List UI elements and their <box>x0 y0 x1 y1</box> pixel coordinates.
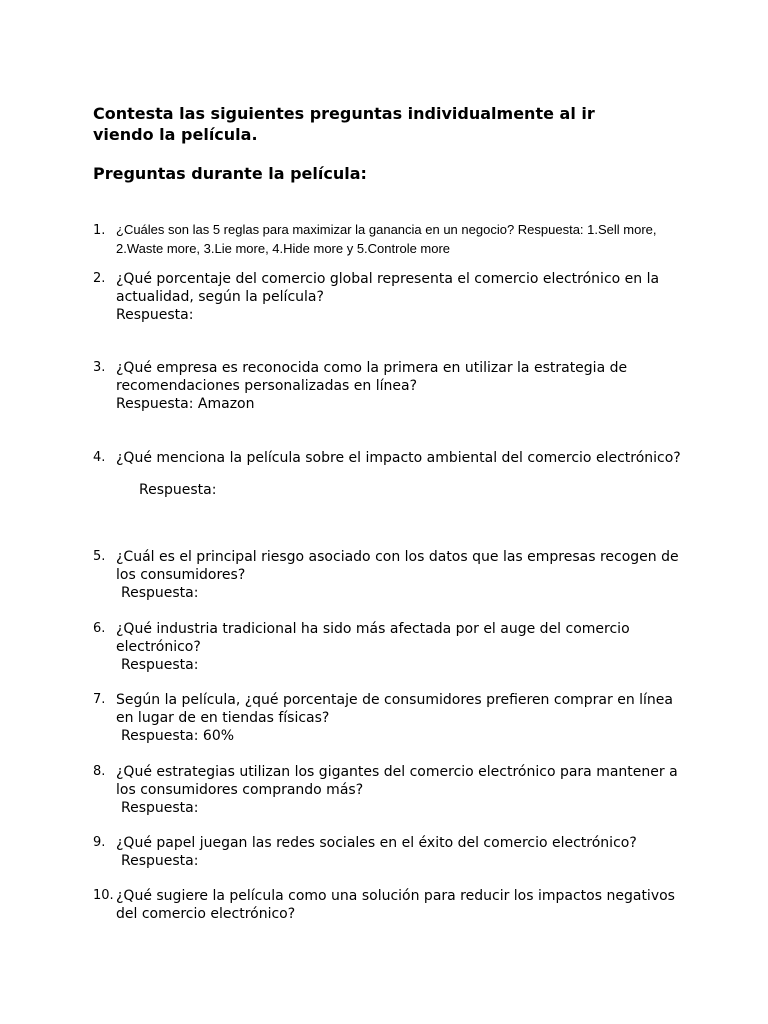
question-number: 7. <box>93 692 106 707</box>
question-text: ¿Qué papel juegan las redes sociales en el éxito del comercio electrónico? <box>116 835 637 851</box>
question-number: 3. <box>93 360 106 375</box>
answer-text: Respuesta: 60% <box>121 728 235 744</box>
question-text: ¿Qué estrategias utilizan los gigantes del comercio electrónico para mantener a los consumidores comprando más? <box>116 764 678 798</box>
question-text: ¿Cuál es el principal riesgo asociado con los datos que las empresas recogen de los consumidores? <box>116 549 679 583</box>
question-item-2 <box>93 270 683 324</box>
question-item-1 <box>93 220 683 258</box>
question-text: ¿Qué industria tradicional ha sido más afectada por el auge del comercio electrónico? <box>116 621 630 655</box>
question-item-3 <box>93 359 683 413</box>
question-item-8 <box>93 763 683 817</box>
answer-text: Respuesta: <box>121 800 199 816</box>
question-number: 5. <box>93 549 106 564</box>
question-text: ¿Cuáles son las 5 reglas para maximizar la ganancia en un negocio? Respuesta: 1.Sell more, 2.Waste more, 3.Lie more, 4.Hide more y 5.Controle more <box>116 222 657 256</box>
question-item-4 <box>93 449 683 499</box>
question-text: ¿Qué sugiere la película como una solución para reducir los impactos negativos del comercio electrónico? <box>116 888 675 922</box>
question-item-10 <box>93 887 683 923</box>
question-number: 4. <box>93 450 106 465</box>
question-number: 6. <box>93 621 106 636</box>
question-item-7 <box>93 691 683 745</box>
answer-text: Respuesta: Amazon <box>116 396 255 412</box>
question-text: ¿Qué empresa es reconocida como la primera en utilizar la estrategia de recomendaciones personalizadas en línea? <box>116 360 628 394</box>
question-item-9 <box>93 834 683 870</box>
question-number: 2. <box>93 271 106 286</box>
question-text: ¿Qué porcentaje del comercio global representa el comercio electrónico en la actualidad, según la película? <box>116 271 660 305</box>
question-item-6 <box>93 620 683 674</box>
answer-text: Respuesta: <box>121 585 199 601</box>
answer-text: Respuesta: <box>139 482 217 498</box>
question-text: ¿Qué menciona la película sobre el impacto ambiental del comercio electrónico? <box>116 450 681 466</box>
section-title: Preguntas durante la película: <box>93 164 367 183</box>
question-item-5 <box>93 548 683 602</box>
question-number: 10. <box>93 888 114 903</box>
instructions-heading: Contesta las siguientes preguntas individualmente al ir viendo la película. <box>93 104 595 144</box>
question-number: 8. <box>93 764 106 779</box>
answer-text: Respuesta: <box>121 657 199 673</box>
question-text: Según la película, ¿qué porcentaje de consumidores prefieren comprar en línea en lugar de en tiendas físicas? <box>116 692 673 726</box>
question-number: 9. <box>93 835 106 850</box>
question-number: 1. <box>93 223 106 238</box>
answer-text: Respuesta: <box>116 307 194 323</box>
answer-text: Respuesta: <box>121 853 199 869</box>
